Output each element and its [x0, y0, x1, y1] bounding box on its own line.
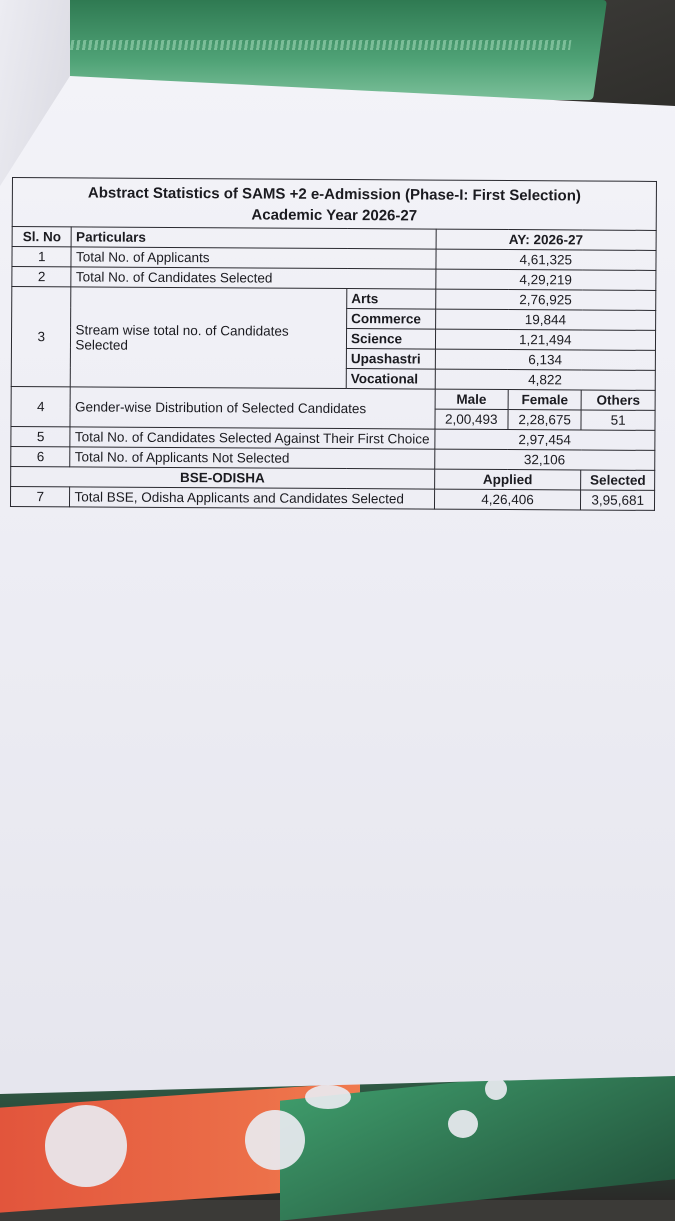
row-sl: 7	[10, 486, 70, 506]
header-ay: AY: 2026-27	[436, 229, 657, 250]
polka-dot	[448, 1110, 478, 1138]
stream-value: 6,134	[435, 349, 656, 370]
polka-dot	[245, 1110, 305, 1170]
polka-dot	[485, 1078, 507, 1100]
gender-header: Female	[508, 390, 582, 410]
header-sl-no: Sl. No	[12, 227, 72, 247]
gender-value: 2,28,675	[508, 410, 582, 430]
table-row	[10, 486, 654, 510]
stream-value: 1,21,494	[435, 329, 656, 350]
gender-value: 51	[581, 410, 655, 430]
bse-header: BSE-ODISHA	[11, 466, 435, 489]
stream-name: Vocational	[346, 369, 435, 390]
stream-value: 2,76,925	[435, 289, 656, 310]
statistics-table	[10, 177, 657, 511]
stream-value: 4,822	[435, 369, 656, 390]
row-label: Total No. of Candidates Selected Against Their First Choice	[70, 427, 434, 449]
stream-value: 19,844	[435, 309, 656, 330]
row-label: Total No. of Applicants	[71, 247, 435, 269]
row-sl: 4	[11, 386, 71, 426]
row-label: Total No. of Candidates Selected	[71, 267, 435, 289]
table-row	[12, 287, 656, 311]
row-label: Total BSE, Odisha Applicants and Candidates Selected	[70, 487, 434, 509]
row-value: 2,97,454	[434, 429, 655, 450]
row-value: 4,61,325	[435, 249, 656, 270]
row-sl: 2	[12, 267, 72, 287]
header-particulars: Particulars	[72, 227, 436, 249]
row-sl: 6	[11, 446, 71, 466]
gender-header: Others	[581, 390, 655, 410]
row-sl: 5	[11, 426, 71, 446]
row-label: Total No. of Applicants Not Selected	[70, 447, 434, 469]
bse-selected-header: Selected	[581, 470, 655, 490]
polka-dot	[45, 1105, 127, 1187]
stream-name: Upashastri	[346, 349, 435, 370]
row-label: Gender-wise Distribution of Selected Candidates	[70, 387, 434, 429]
bse-applied-header: Applied	[434, 469, 581, 490]
row-value: 4,29,219	[435, 269, 656, 290]
title-line-2: Academic Year 2026-27	[251, 206, 418, 225]
polka-dot	[305, 1085, 351, 1109]
stream-name: Arts	[347, 289, 436, 310]
row-sl: 3	[11, 287, 71, 387]
stream-name: Commerce	[347, 309, 436, 330]
statistics-document	[10, 177, 657, 511]
gender-value: 2,00,493	[435, 409, 509, 429]
title-line-1: Abstract Statistics of SAMS +2 e-Admission (Phase-I: First Selection)	[87, 184, 581, 205]
stream-name: Science	[346, 329, 435, 350]
row-sl: 1	[12, 247, 72, 267]
bse-selected-value: 3,95,681	[581, 490, 655, 510]
row-value: 32,106	[434, 449, 655, 470]
row-label: Stream wise total no. of Candidates Selected	[71, 287, 347, 389]
gender-header: Male	[435, 389, 509, 409]
table-title	[12, 178, 656, 231]
bse-applied-value: 4,26,406	[434, 489, 581, 510]
table-row	[11, 386, 655, 410]
